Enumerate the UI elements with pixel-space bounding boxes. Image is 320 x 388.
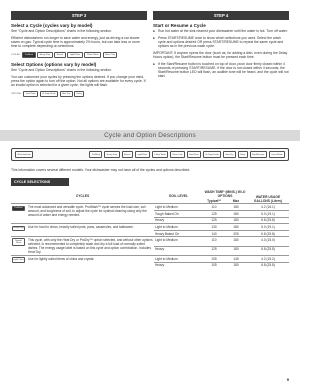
step-4-bullets-2 — [153, 62, 289, 79]
typical-time: 110 — [203, 237, 225, 246]
soil-level: Light to Medium — [154, 224, 203, 231]
water-usage: 6.8 (25.8) — [247, 246, 289, 255]
table-row — [11, 255, 289, 262]
water-usage: 5.0 (19.1) — [247, 224, 289, 231]
max-time: 180 — [225, 237, 247, 246]
water-usage: 4.2 (15.2) — [247, 255, 289, 262]
option-strip-label: OPTIONS — [11, 92, 21, 95]
panel-button: Start/Resume — [250, 151, 267, 158]
soil-level: Heavy Baked On — [154, 230, 203, 237]
table-row — [11, 237, 289, 246]
soil-level: Heavy — [154, 246, 203, 255]
table-body — [11, 204, 289, 268]
cycle-strip-button: Heavy Duty — [37, 52, 53, 58]
water-usage: 6.8 (25.8) — [247, 230, 289, 237]
typical-time: 125 — [203, 246, 225, 255]
step-3-paragraph-3: See “Cycle and Option Descriptions” charts in the following section. — [11, 68, 113, 72]
typical-time: 105 — [203, 255, 225, 262]
cycle-icon-cell — [11, 237, 27, 256]
step-4-section — [153, 23, 289, 81]
cycle-button-strip — [11, 51, 147, 59]
cycle-option-descriptions-banner: Cycle and Option Descriptions — [0, 130, 300, 141]
soil-level: Heavy — [154, 217, 203, 224]
max-time: 180 — [225, 224, 247, 231]
col-max: Max — [232, 198, 240, 203]
panel-button: Normal — [122, 151, 133, 158]
step-3-paragraph-4: You can customize your cycles by pressing the options desired. If you change your mind, press the option again to turn off the option. Not all options are available for every cycle. If an invalid option is selected for a given cycle, the lights will flash. — [11, 74, 146, 88]
soil-level: Tough Baked On — [154, 210, 203, 217]
list-item: ■ Run hot water at the sink nearest your dishwasher until the water is hot. Turn off water. — [153, 29, 289, 33]
water-usage: 4.2 (16.1) — [247, 204, 289, 211]
panel-button: Heavy Duty — [104, 151, 119, 158]
cycle-strip-button: Normal — [54, 52, 66, 58]
panel-button: Delay — [238, 151, 248, 158]
step-3-header: STEP 3 — [11, 11, 147, 20]
step-3-section — [11, 23, 147, 101]
cycle-icon-cell — [11, 204, 27, 224]
table-row — [11, 224, 289, 231]
step-3-paragraph-2: Efficient dishwashers run longer to save water and energy, just as driving a car slower saves on gas. Typical cycle time is approximately 2½ hours, but can take less or more time to complete depending on selections. — [11, 35, 140, 49]
cycle-description: Use for hard to clean, heavily soiled pots, pans, casseroles, and tableware. — [27, 224, 154, 237]
intro-text: This information covers several different models. Your dishwasher may not have all of the cycles and options described. — [11, 168, 191, 172]
list-item: ■ Press START/RESUME once to show which selections you used. Select the wash cycle and options desired OR press START/RESUME to repeat the same cycle and options as in the previous wash cycle. — [153, 36, 289, 49]
table-header-row — [11, 189, 289, 198]
select-cycle-heading: Select a Cycle (cycles vary by model) — [11, 23, 93, 28]
important-note: IMPORTANT: If anyone opens the door (such as, for adding a dish, even during the Delay Hours option), the Start/Resume button must be pressed each time. — [153, 50, 288, 59]
water-usage: 6.8 (25.8) — [247, 262, 289, 268]
cycle-selections-table — [11, 189, 289, 268]
water-usage: 6.8 (25.8) — [247, 217, 289, 224]
cycle-strip-button: Light/China — [67, 52, 82, 58]
step-4-header: STEP 4 — [153, 11, 289, 20]
page-number: 9 — [286, 377, 289, 382]
cycle-button-icon: Normal Wash — [12, 238, 25, 246]
typical-time: 140 — [203, 230, 225, 237]
soil-level: Light to Medium — [154, 237, 203, 246]
typical-time: 105 — [203, 262, 225, 268]
panel-button: Heat Dry — [223, 151, 236, 158]
soil-level: Light to Medium — [154, 255, 203, 262]
cycle-strip-button: Rinse Only — [103, 52, 118, 58]
typical-time: 130 — [203, 224, 225, 231]
cycle-icon-cell — [11, 224, 27, 237]
cycle-description: Use for lightly soiled items of china and crystal. — [27, 255, 154, 268]
typical-time: 110 — [203, 204, 225, 211]
typical-time: 125 — [203, 217, 225, 224]
start-resume-heading: Start or Resume a Cycle — [153, 23, 206, 28]
cycle-button-icon: Light/ China — [13, 258, 24, 261]
panel-button: 1-Hour Wash — [152, 151, 169, 158]
panel-button: Sani Rinse — [187, 151, 201, 158]
option-strip-button: Hi Temp Scrub — [40, 91, 58, 97]
max-time: 145 — [225, 255, 247, 262]
cycle-button-icon: Heavy Duty — [13, 226, 24, 229]
soil-level: Light to Medium — [154, 204, 203, 211]
max-time: 180 — [225, 210, 247, 217]
panel-button: Hi Temp Scrub — [203, 151, 221, 158]
col-water: WATER USAGE GALLONS (Liters) — [253, 194, 283, 203]
step-4-bullets — [153, 29, 289, 48]
option-strip-button: Heat Dry — [60, 91, 73, 97]
max-time: 205 — [225, 230, 247, 237]
water-usage: 4.0 (15.0) — [247, 237, 289, 246]
cycle-strip-button: ProWash — [22, 52, 35, 58]
step-3-paragraph-1: See “Cycle and Option Descriptions” charts in the following section. — [11, 29, 113, 33]
option-button-strip — [11, 90, 147, 98]
col-wash-time: WASH TIME* (MINS.) W/-O OPTIONS — [204, 189, 246, 198]
col-soil: SOIL LEVEL — [168, 193, 189, 198]
cycle-button-icon: ProWash — [12, 206, 25, 211]
max-time: 180 — [225, 262, 247, 268]
cycle-description: This cycle, with only the Heat Dry or ProDry™ option selected, and without other options selected, is recommended to completely wash and dry a full load of normally soiled dishes. The energy usage label is based on this cycle and option combination. Includes Heat Dry. — [28, 238, 153, 255]
cycle-icon-cell — [11, 255, 27, 268]
control-panel-illustration — [11, 148, 289, 161]
list-item: ■ If the Start/Resume button is touched on top of door, push door firmly closed within 4 seconds of pressing START/RESUME. If the door is not closed within 4 seconds, the Start/Resume button LED will flash, an audible tone will be heard, and the cycle will not start. — [153, 62, 289, 79]
cycle-strip-button: 1-Hour Wash — [84, 52, 101, 58]
cycle-description: The most advanced and versatile cycle. ProWash™ cycle senses the load size, soil amount, and toughness of soil, to adjust the cycle for optimal cleaning using only the amount of water and energy needed. — [27, 204, 154, 224]
panel-wash-indicator: Wash Indicator — [15, 151, 33, 158]
col-typical: Typical** — [207, 198, 221, 203]
cycle-strip-label: CYCLES — [11, 53, 20, 56]
select-options-heading: Select Options (options vary by model) — [11, 62, 97, 67]
cycle-selections-header: CYCLE SELECTIONS — [11, 178, 69, 186]
panel-button: Rinse Only — [170, 151, 185, 158]
option-strip-button: Sani Rinse — [23, 91, 38, 97]
max-time: 180 — [225, 204, 247, 211]
panel-button: ProWash — [89, 151, 102, 158]
panel-button: Cancel/Drain — [269, 151, 285, 158]
water-usage: 5.0 (19.1) — [247, 210, 289, 217]
table-row — [11, 204, 289, 211]
max-time: 180 — [225, 246, 247, 255]
typical-time: 125 — [203, 210, 225, 217]
soil-level: Heavy — [154, 262, 203, 268]
panel-button: Light/China — [135, 151, 150, 158]
col-cycles: CYCLES — [75, 193, 90, 198]
option-strip-button: Delay — [74, 91, 84, 97]
max-time: 180 — [225, 217, 247, 224]
